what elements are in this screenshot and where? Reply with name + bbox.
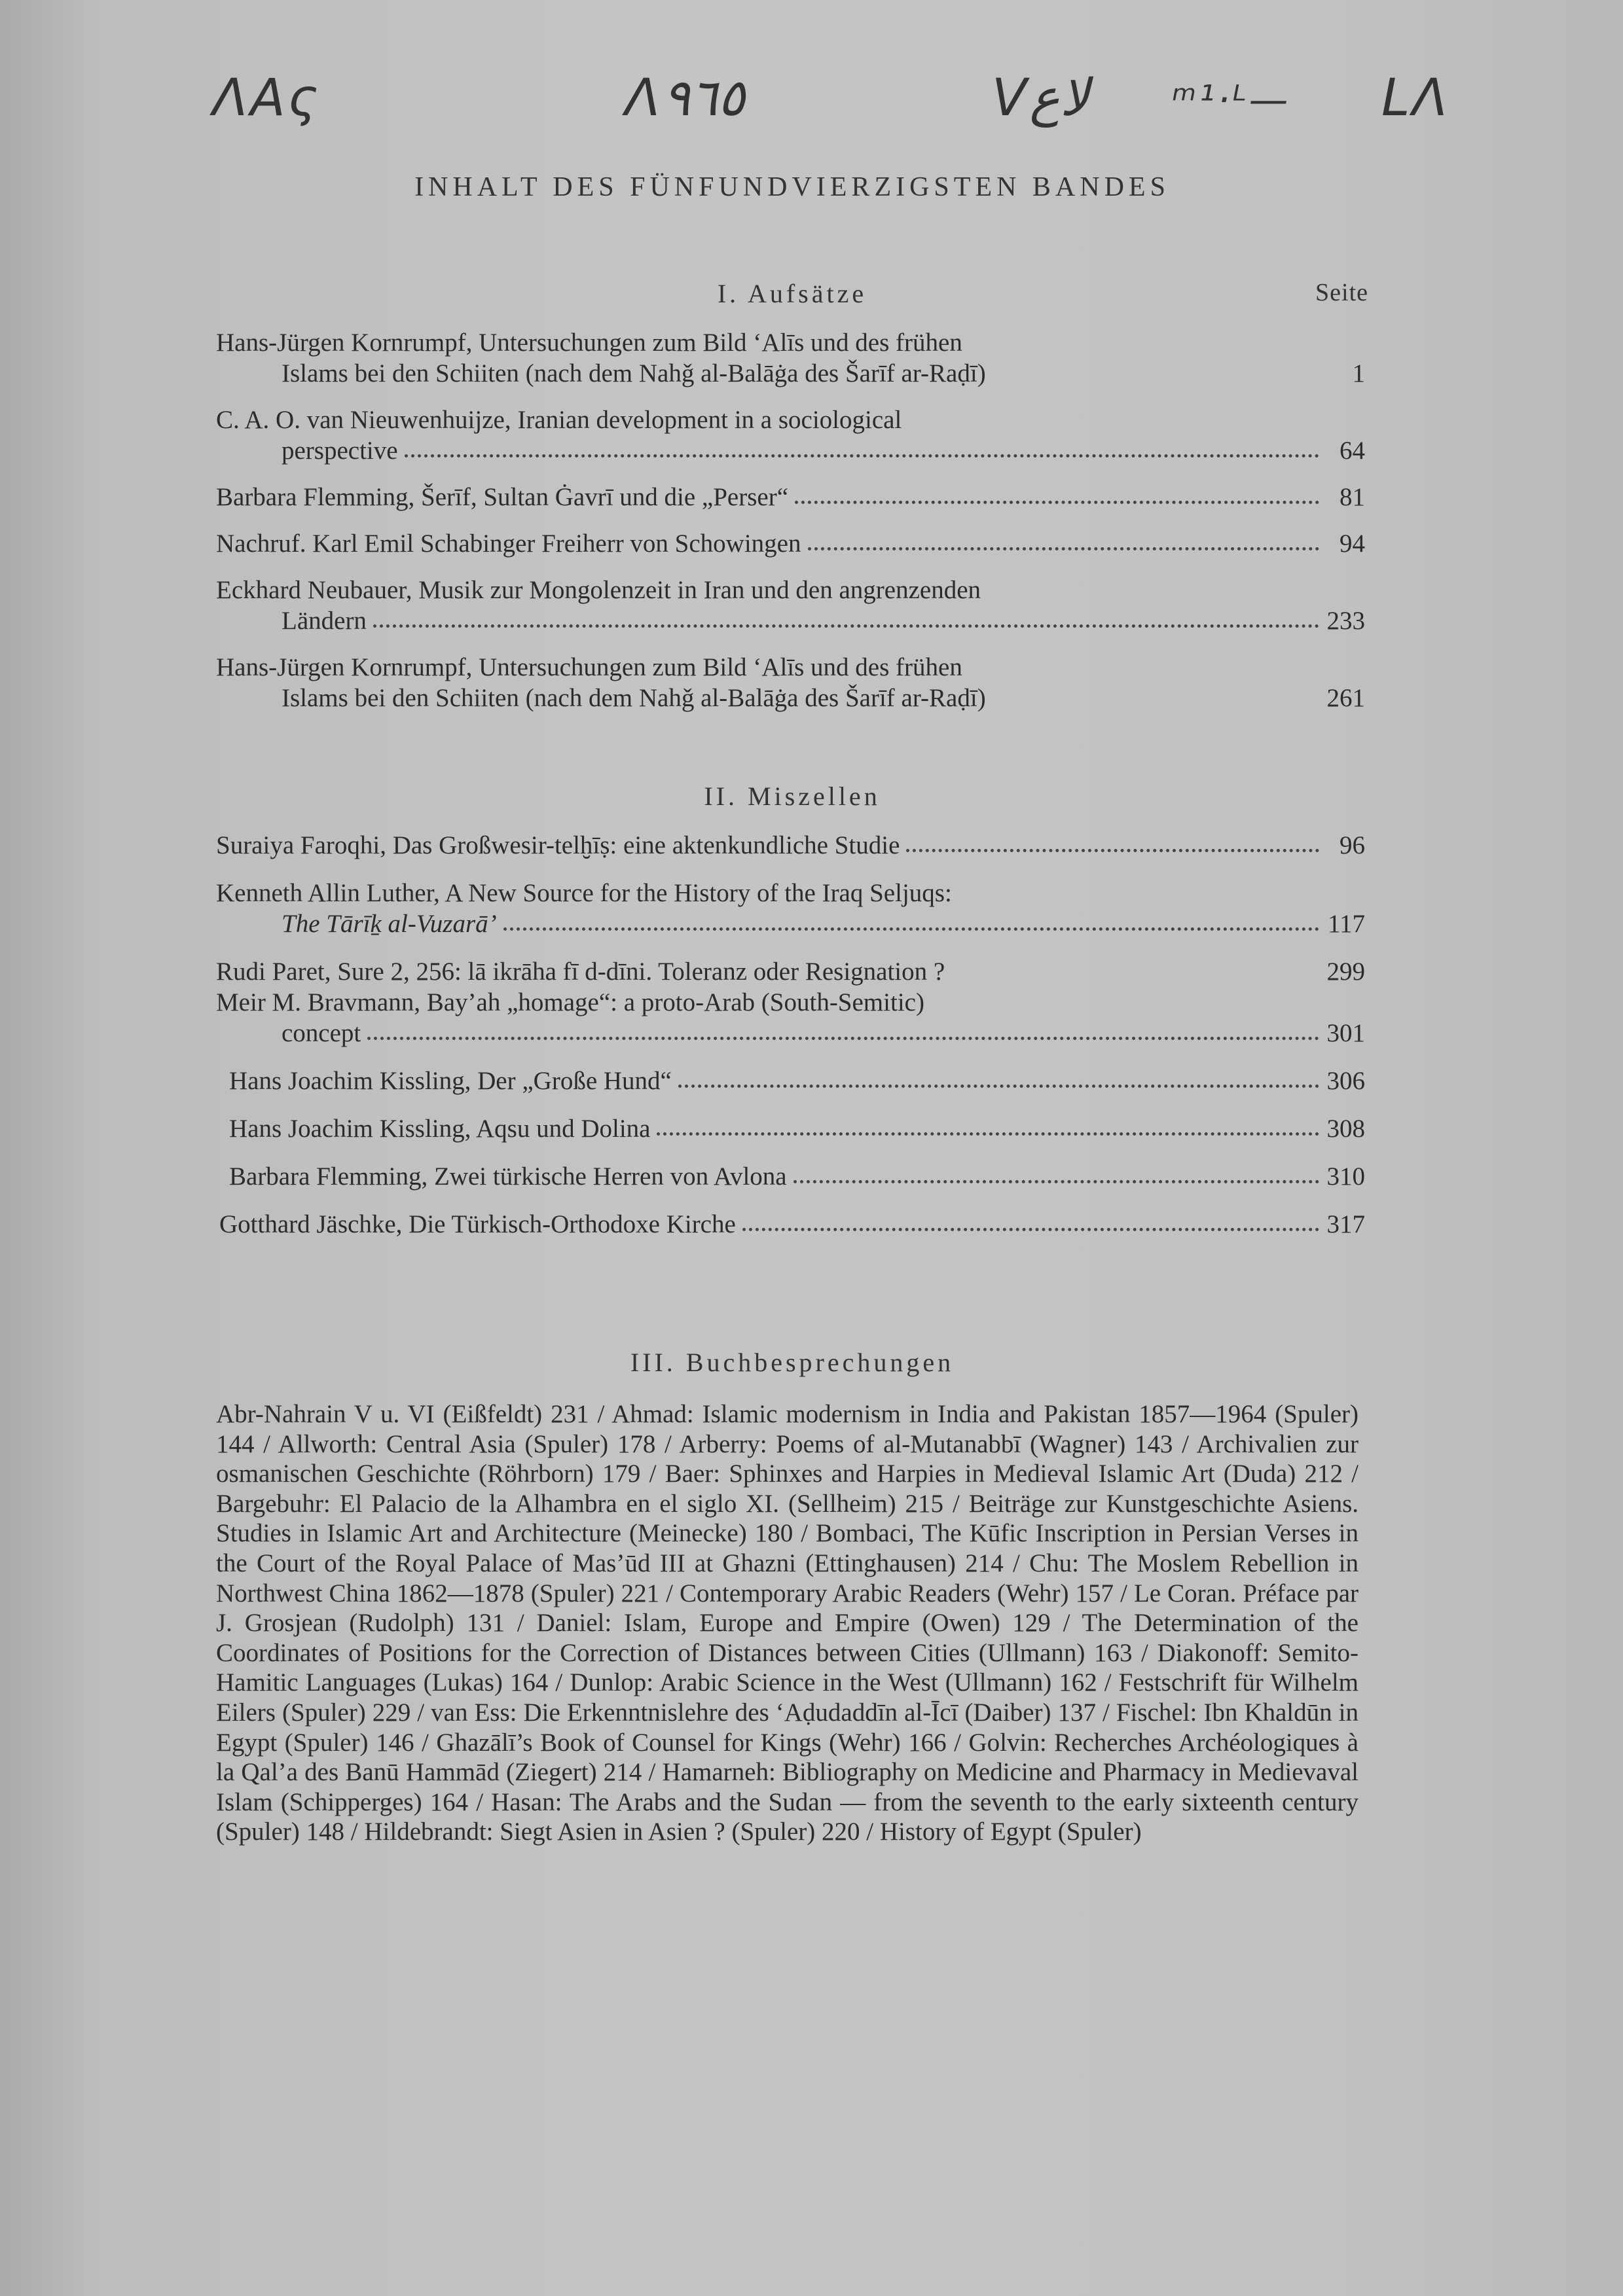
toc-entry-line — [219, 1209, 1365, 1240]
toc-entry-line — [229, 1066, 1365, 1096]
leader-dots — [367, 1037, 1319, 1040]
toc-entry — [216, 404, 1365, 466]
page-number: 81 — [1340, 483, 1365, 511]
toc-entry-text: Eckhard Neubauer, Musik zur Mongolenzeit in Iran und den angrenzenden — [216, 576, 981, 604]
toc-entry — [216, 652, 1365, 713]
page-number: 299 — [1326, 958, 1365, 986]
toc-entry-text: Ländern — [282, 607, 367, 635]
toc-entry-line — [216, 683, 1365, 713]
toc-entry-text: Hans-Jürgen Kornrumpf, Untersuchungen zum Bild ‘Alīs und des frühen — [216, 653, 962, 681]
toc-entry-line — [229, 1161, 1365, 1192]
page-number: 233 — [1326, 607, 1365, 635]
toc-entry-line — [216, 956, 1365, 987]
leader-dots — [503, 927, 1319, 931]
toc-entry-line — [229, 1113, 1365, 1144]
toc-entry-text: concept — [282, 1019, 361, 1047]
toc-entry — [216, 528, 1365, 559]
toc-entry — [216, 327, 1365, 389]
section-heading-text: I. Aufsätze — [717, 279, 867, 308]
handwritten-mark: Λ٩٦٥ — [625, 69, 746, 128]
toc-entry-text: Barbara Flemming, Šerīf, Sultan Ġavrī und die „Perser“ — [216, 483, 789, 511]
page-number: 310 — [1326, 1162, 1365, 1191]
toc-entry-text: The Tārīḵ al-Vuzarā’ — [282, 910, 497, 938]
toc-entry-text: Kenneth Allin Luther, A New Source for the History of the Iraq Seljuqs: — [216, 879, 952, 907]
leader-dots — [657, 1132, 1319, 1136]
toc-entry-text: Hans-Jürgen Kornrumpf, Untersuchungen zum Bild ‘Alīs und des frühen — [216, 329, 962, 357]
toc-entry-text: Islams bei den Schiiten (nach dem Nahǧ al-Balāġa des Šarīf ar-Raḍī) — [282, 684, 986, 712]
toc-entry-text: Suraiya Faroqhi, Das Großwesir-telḫīṣ: eine aktenkundliche Studie — [216, 831, 900, 859]
toc-entry-text: perspective — [282, 437, 398, 465]
section-heading-text: III. Buchbesprechungen — [630, 1348, 955, 1377]
page-number: 308 — [1326, 1115, 1365, 1143]
toc-entry-text: Gotthard Jäschke, Die Türkisch-Orthodoxe Kirche — [219, 1210, 736, 1238]
toc-entry-text: Islams bei den Schiiten (nach dem Nahǧ al-Balāġa des Šarīf ar-Raḍī) — [282, 359, 986, 387]
leader-dots — [906, 849, 1319, 852]
toc-entry-line — [216, 404, 1365, 435]
section-heading-miszellen — [216, 781, 1368, 812]
handwritten-mark: ᵐ¹·ᴸ— — [1172, 77, 1291, 123]
toc-entry-line — [216, 652, 1365, 683]
toc-entry — [216, 956, 1365, 987]
page-number: 94 — [1340, 529, 1365, 558]
toc-entry-line — [216, 605, 1365, 636]
toc-entry-text: Nachruf. Karl Emil Schabinger Freiherr von Schowingen — [216, 529, 801, 558]
toc-entry-text: Hans Joachim Kissling, Aqsu und Dolina — [229, 1115, 651, 1143]
leader-dots — [678, 1085, 1319, 1088]
toc-entry — [216, 575, 1365, 636]
toc-entry-line — [216, 1018, 1365, 1049]
page-number: 96 — [1340, 831, 1365, 859]
toc-entry-line — [216, 358, 1365, 389]
toc-entry-line — [216, 908, 1365, 939]
leader-dots — [405, 454, 1319, 457]
leader-dots — [808, 547, 1320, 550]
toc-entry — [216, 830, 1365, 861]
toc-miszellen — [216, 830, 1365, 1240]
page-title: INHALT DES FÜNFUNDVIERZIGSTEN BANDES — [414, 172, 1170, 202]
handwritten-mark: ΛΑς — [213, 69, 321, 128]
toc-entry — [216, 1209, 1365, 1240]
section-heading-text: II. Miszellen — [704, 781, 881, 811]
section-heading-buchbesprechungen — [216, 1347, 1368, 1378]
toc-entry — [216, 1161, 1365, 1192]
page-number: 117 — [1327, 910, 1365, 938]
toc-entry-text: C. A. O. van Nieuwenhuijze, Iranian development in a sociological — [216, 406, 902, 434]
page-number: 64 — [1340, 437, 1365, 465]
toc-entry-line — [216, 528, 1365, 559]
leader-dots — [373, 624, 1319, 628]
leader-dots — [742, 1228, 1319, 1231]
handwritten-mark: LΛ — [1381, 69, 1450, 128]
toc-entry — [216, 878, 1365, 939]
toc-entry-text: Barbara Flemming, Zwei türkische Herren von Avlona — [229, 1162, 787, 1191]
toc-entry-line — [216, 830, 1365, 861]
toc-entry-line — [216, 987, 1365, 1018]
toc-entry-text: Meir M. Bravmann, Bay’ah „homage“: a proto-Arab (South-Semitic) — [216, 988, 924, 1016]
page-number: 1 — [1352, 359, 1365, 387]
toc-entry-line — [216, 435, 1365, 466]
page-number: 261 — [1326, 684, 1365, 712]
toc-entry — [216, 1066, 1365, 1096]
book-reviews-text: Abr-Nahrain V u. VI (Eißfeldt) 231 / Ahmad: Islamic modernism in India and Pakistan 1857—1964 (Spuler) 144 / Allworth: Central Asia (Spuler) 178 / Arberry: Poems of al-Mutanabbī (Wagner) 143 / Archivalien zur osmanischen Geschichte (Röhrborn) 179 / Baer: Sphinxes and Harpies in Medieval Islamic Art (Duda) 212 / Bargebuhr: El Palacio de la Alhambra en el siglo XI. (Sellheim) 215 / Beiträge zur Kunstgeschichte Asiens. Studies in Islamic Art and Architecture (Meinecke) 180 / Bombaci, The Kūfic Inscription in Persian Verses in the Court of the Royal Palace of Mas’ūd III at Ghazni (Ettinghausen) 214 / Chu: The Moslem Rebellion in Northwest China 1862—1878 (Spuler) 221 / Contemporary Arabic Readers (Wehr) 157 / Le Coran. Préface par J. Grosjean (Rudolph) 131 / Daniel: Islam, Europe and Empire (Owen) 129 / The Determination of the Coordinates of Positions for the Correction of Distances between Cities (Ullmann) 163 / Diakonoff: Semito-Hamitic Languages (Lukas) 164 / Dunlop: Arabic Science in the West (Ullmann) 162 / Festschrift für Wilhelm Eilers (Spuler) 229 / van Ess: Die Erkenntnislehre des ‘Aḍudaddīn al-Īcī (Daiber) 137 / Fischel: Ibn Khaldūn in Egypt (Spuler) 146 / Ghazālī’s Book of Counsel for Kings (Wehr) 166 / Golvin: Recherches Archéologiques à la Qal’a des Banū Hammād (Ziegert) 214 / Hamarneh: Bibliography on Medicine and Pharmacy in Medievaval Islam (Schipperges) 164 / Hasan: The Arabs and the Sudan — from the seventh to the early sixteenth century (Spuler) 148 / Hildebrandt: Siegt Asien in Asien ? (Spuler) 220 / History of Egypt (Spuler) — [216, 1400, 1359, 1846]
toc-entry — [216, 1113, 1365, 1144]
toc-entry-line — [216, 482, 1365, 512]
page-number: 301 — [1326, 1019, 1365, 1047]
page-number: 317 — [1326, 1210, 1365, 1238]
handwritten-mark: Vلاع — [992, 69, 1089, 128]
toc-entry-text: Rudi Paret, Sure 2, 256: lā ikrāha fī d-dīni. Toleranz oder Resignation ? — [216, 958, 945, 986]
leader-dots — [793, 1180, 1319, 1183]
seite-label: Seite — [1315, 279, 1368, 306]
section-heading-aufsaetze — [216, 278, 1368, 309]
toc-entry — [216, 482, 1365, 512]
leader-dots — [795, 501, 1319, 504]
toc-aufsaetze — [216, 327, 1365, 713]
toc-entry-line — [216, 575, 1365, 605]
toc-entry — [216, 987, 1365, 1049]
toc-entry-line — [216, 878, 1365, 908]
page-number: 306 — [1326, 1067, 1365, 1095]
toc-entry-line — [216, 327, 1365, 358]
toc-entry-text: Hans Joachim Kissling, Der „Große Hund“ — [229, 1067, 672, 1095]
